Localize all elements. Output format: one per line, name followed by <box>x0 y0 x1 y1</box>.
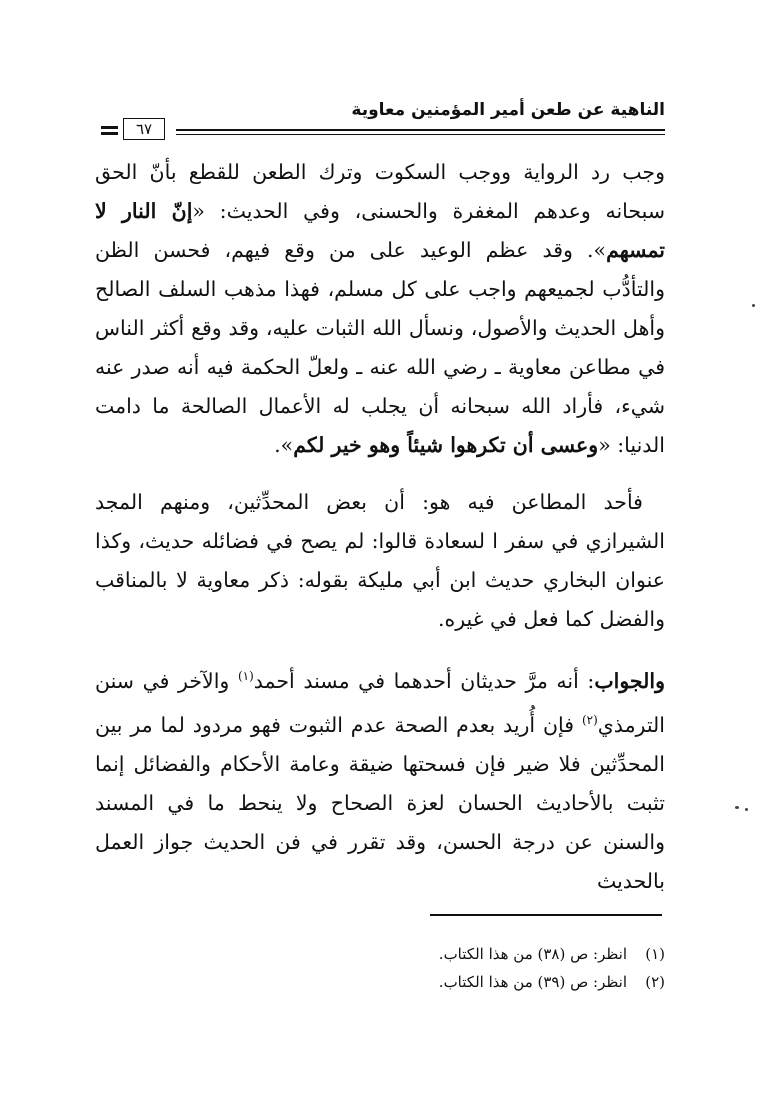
paragraph-1-text-a: وجب رد الرواية ووجب السكوت وترك الطعن للقطع بأنّ الحق سبحانه وعدهم المغفرة والحسنى، وفي الحديث: « <box>95 160 665 223</box>
scan-speck <box>735 806 739 809</box>
paragraph-2: فأحد المطاعن فيه هو: أن بعض المحدِّثين، ومنهم المجد الشيرازي في سفر ا لسعادة قالوا: لم يصح في فضائله حديث، وكذا عنوان البخاري حديث ابن أبي مليكة بقوله: ذكر معاوية لا بالمناقب والفضل كما فعل في غيره. <box>95 490 665 631</box>
scan-speck <box>745 808 748 811</box>
footnote-1 <box>439 944 665 964</box>
header-rule-left-2 <box>101 132 118 135</box>
footnote-2 <box>439 972 665 992</box>
paragraph-3-text-b: والآخر في سنن الترمذي <box>95 668 665 737</box>
answer-heading: والجواب <box>594 668 665 693</box>
header-rule <box>176 129 665 131</box>
paragraph-1 <box>95 153 665 465</box>
hadith-quote: إنّ النار لا تمسهم <box>95 199 665 262</box>
running-header-title: الناهية عن طعن أمير المؤمنين معاوية <box>351 100 665 120</box>
footnote-1-text: انظر: ص (٣٨) من هذا الكتاب. <box>438 945 627 963</box>
footnote-ref-1: (١) <box>237 669 254 683</box>
page-number: ٦٧ <box>123 118 165 140</box>
paragraph-3 <box>95 657 665 901</box>
footnote-2-text: انظر: ص (٣٩) من هذا الكتاب. <box>438 973 627 991</box>
main-text <box>95 153 665 901</box>
scan-speck <box>752 304 755 307</box>
paragraph-3-text-a: : أنه مرَّ حديثان أحدهما في مسند أحمد <box>253 668 595 693</box>
footnote-2-mark: (٢) <box>645 973 665 991</box>
footnote-1-mark: (١) <box>645 945 665 963</box>
quran-quote: وعسى أن تكرهوا شيئاً وهو خير لكم <box>293 433 599 457</box>
footnotes <box>439 944 665 1000</box>
footnote-ref-2: (٢) <box>581 712 598 727</box>
paragraph-1-text-b: ». وقد عظم الوعيد على من وقع فيهم، فحسن الظن والتأدُّب لجميعهم واجب على كل مسلم، فهذا مذهب السلف الصالح وأهل الحديث والأصول، ونسأل الله الثبات عليه، وقد وقع أكثر الناس في مطاعن معاوية ـ رضي الله عنه ـ ولعلّ الحكمة فيه أنه صدر عنه شيء، فأراد الله سبحانه أن يجلب له الأعمال الصالحة ما دامت الدنيا: « <box>95 238 665 457</box>
header-rule-thin <box>176 134 665 135</box>
paragraph-3-text-c: فإن أُريد بعدم الصحة عدم الثبوت فهو مردود لما مر بين المحدِّثين فلا ضير فإن فسحتها ضيقة وعامة الأحكام والفضائل إنما تثبت بالأحاديث الحسان لعزة الصحاح ولا ينحط ما في المسند والسنن عن درجة الحسن، وقد تقرر في فن الحديث جواز العمل بالحديث <box>95 712 665 893</box>
paragraph-1-text-c: ». <box>274 433 294 457</box>
footnote-separator <box>430 914 662 916</box>
header-rule-left <box>101 126 118 129</box>
